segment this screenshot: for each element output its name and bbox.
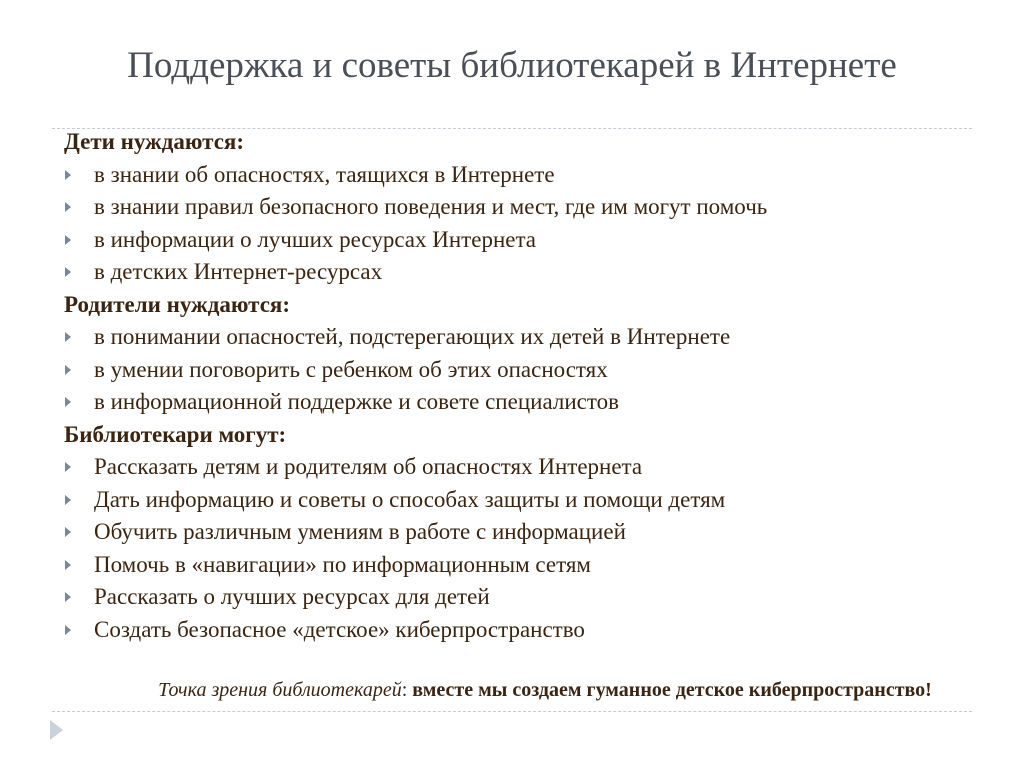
slide-title: Поддержка и советы библиотекарей в Интернете [127,45,897,86]
list-item-text: Дать информацию и советы о способах защиты и помощи детям [94,486,726,512]
list-item [64,256,964,289]
list-item-text: в знании правил безопасного поведения и мест, где им могут помочь [94,194,768,219]
triangle-bullet-icon [65,592,71,602]
list-item [64,159,964,192]
list-item [64,549,964,582]
triangle-bullet-icon [65,527,71,537]
list-item-text: Помочь в «навигации» по информационным сетям [94,551,591,577]
triangle-bullet-icon [65,397,71,407]
triangle-bullet-icon [65,202,71,212]
list-item-text: Рассказать детям и родителям об опасностях Интернета [94,454,643,479]
list-item [64,581,964,614]
list-item-text: в знании об опасностях, таящихся в Интернете [94,161,555,187]
footer-lead: Точка зрения библиотекарей [158,679,402,701]
triangle-bullet-icon [65,332,71,342]
triangle-bullet-icon [65,560,71,570]
list-item [64,224,964,257]
list-item-text: Обучить различным умениям в работе с информацией [94,519,626,544]
list-item-text: в понимании опасностей, подстерегающих их детей в Интернете [94,324,731,349]
triangle-bullet-icon [65,170,71,180]
slide-content [64,126,964,646]
list-item [64,191,964,224]
triangle-bullet-icon [65,495,71,505]
list-item-text: Создать безопасное «детское» киберпространство [94,616,585,642]
list-item-text: в умении поговорить с ребенком об этих опасностях [94,356,608,382]
list-item [64,386,964,419]
list-item-text: в информационной поддержке и совете специалистов [94,389,619,414]
list-item [64,321,964,354]
list-item-text: в информации о лучших ресурсах Интернета [94,226,536,252]
bottom-divider [52,711,972,712]
section-heading-parents: Родители нуждаются: [64,291,291,317]
list-item-text: Рассказать о лучших ресурсах для детей [94,584,490,609]
section-heading-children: Дети нуждаются: [64,129,245,154]
list-item [64,614,964,647]
list-item [64,516,964,549]
triangle-bullet-icon [65,235,71,245]
list-item [64,451,964,484]
list-item-text: в детских Интернет-ресурсах [94,259,383,284]
next-slide-arrow-icon[interactable] [50,720,63,740]
footer-text: вместе мы создаем гуманное детское киберпространство! [407,679,932,701]
triangle-bullet-icon [65,462,71,472]
list-item [64,484,964,517]
list-item [64,354,964,387]
triangle-bullet-icon [65,365,71,375]
triangle-bullet-icon [65,267,71,277]
section-heading-librarians: Библиотекари могут: [64,421,287,447]
footer-separator: : [401,679,408,701]
slide-footer-note [120,679,970,701]
triangle-bullet-icon [65,625,71,635]
